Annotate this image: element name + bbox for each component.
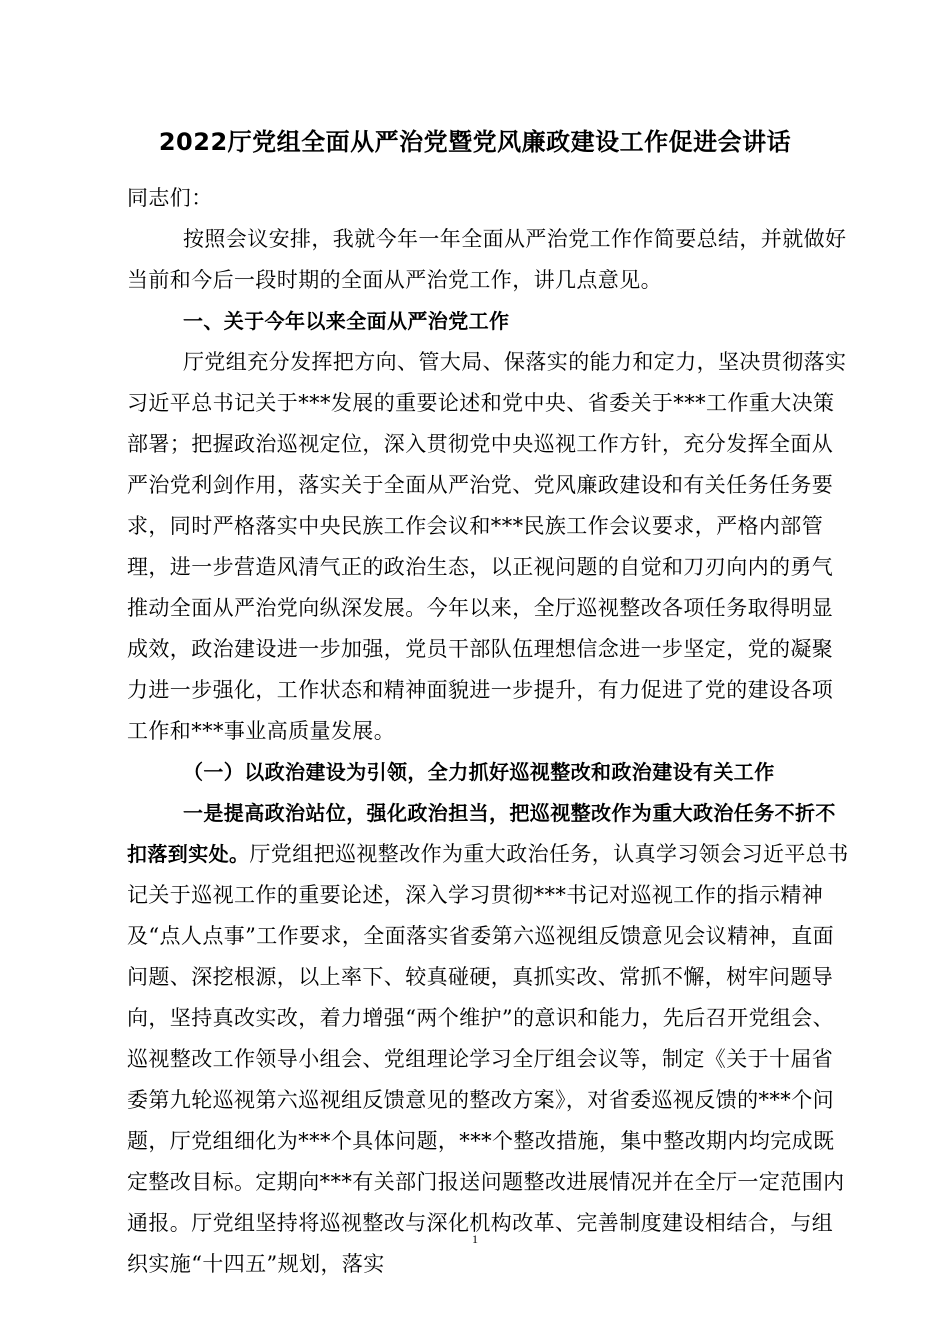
document-body xyxy=(127,178,849,1285)
body-paragraph: 厅党组充分发挥把方向、管大局、保落实的能力和定力，坚决贯彻落实习近平总书记关于***发展的重要论述和党中央、省委关于***工作重大决策部署；把握政治巡视定位，深入贯彻党中央巡视工作方针，充分发挥全面从严治党利剑作用，落实关于全面从严治党、党风廉政建设和有关任务任务要求，同时严格落实中央民族工作会议和***民族工作会议要求，严格内部管理，进一步营造风清气正的政治生态，以正视问题的自觉和刀刃向内的勇气推动全面从严治党向纵深发展。今年以来，全厅巡视整改各项任务取得明显成效，政治建设进一步加强，党员干部队伍理想信念进一步坚定，党的凝聚力进一步强化，工作状态和精神面貌进一步提升，有力促进了党的建设各项工作和***事业高质量发展。 xyxy=(127,350,847,743)
document-title: 2022厅党组全面从严治党暨党风廉政建设工作促进会讲话 xyxy=(158,128,792,156)
point-text: 厅党组把巡视整改作为重大政治任务，认真学习领会习近平总书记关于巡视工作的重要论述，深入学习贯彻***书记对巡视工作的指示精神及“点人点事”工作要求，全面落实省委第六巡视组反馈意见会议精神，直面问题、深挖根源，以上率下、较真碰硬，真抓实改、常抓不懈，树牢问题导向，坚持真改实改，着力增强“两个维护”的意识和能力，先后召开党组会、巡视整改工作领导小组会、党组理论学习全厅组会议等，制定《关于十届省委第九轮巡视第六巡视组反馈意见的整改方案》，对省委巡视反馈的***个问题，厅党组细化为***个具体问题，***个整改措施，集中整改期内均完成既定整改目标。定期向***有关部门报送问题整改进展情况并在全厅一定范围内通报。厅党组坚持将巡视整改与深化机构改革、完善制度建设相结合，与组织实施“十四五”规划，落实 xyxy=(127,842,849,1276)
body-paragraph-point-1 xyxy=(127,793,849,1285)
point-lead: 一是提高政治站位，强化政治担当，把巡视整改作为重大政治任务不折不扣落到实处。 xyxy=(127,801,836,866)
intro-paragraph: 按照会议安排，我就今年一年全面从严治党工作作简要总结，并就做好当前和今后一段时期的全面从严治党工作，讲几点意见。 xyxy=(127,227,847,292)
salutation: 同志们： xyxy=(127,186,213,210)
subsection-heading: （一）以政治建设为引领，全力抓好巡视整改和政治建设有关工作 xyxy=(183,760,775,784)
section-heading: 一、关于今年以来全面从严治党工作 xyxy=(183,309,510,333)
page-number: 1 xyxy=(472,1232,478,1246)
